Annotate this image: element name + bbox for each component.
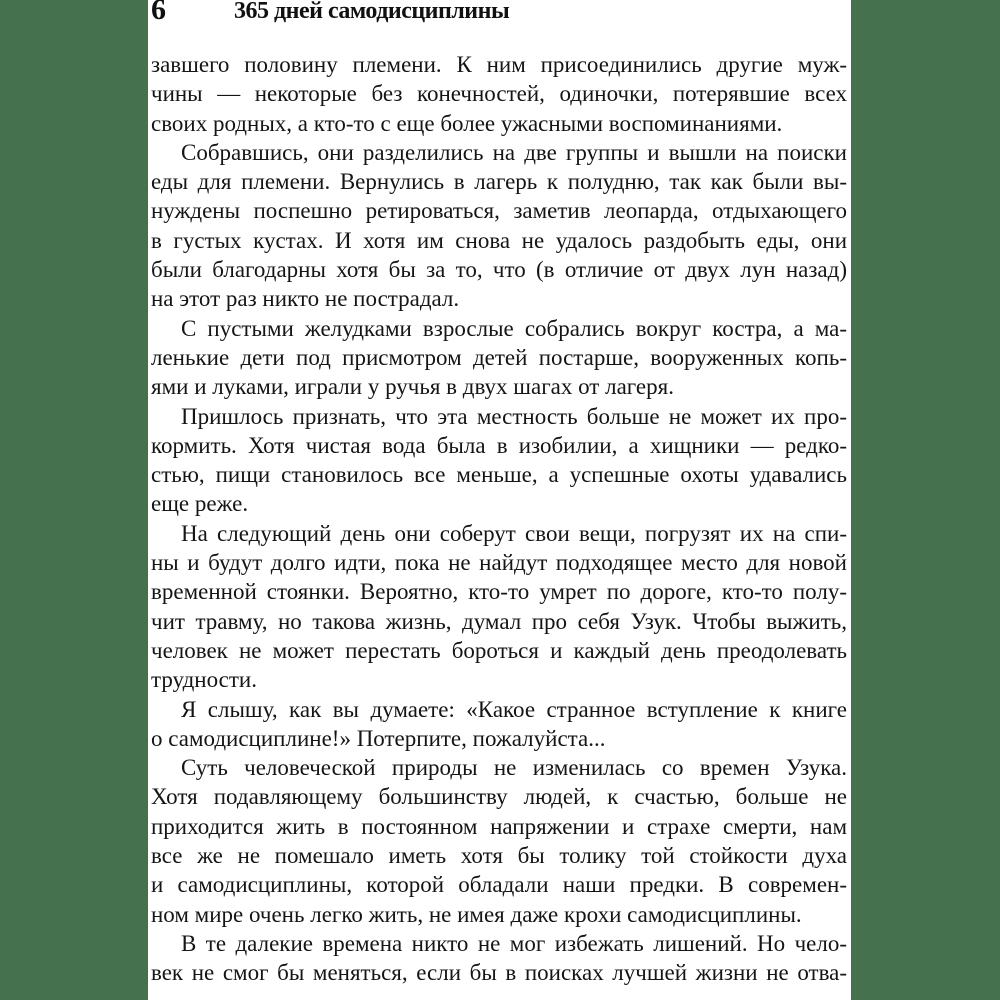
- text-line: приходится жить в постоянном напряжении и страхе смерти, нам: [151, 813, 847, 839]
- page-header: [148, 0, 851, 26]
- book-page: [148, 0, 851, 1000]
- text-line: Я слышу, как вы думаете: «Какое странное вступление к книге: [181, 696, 847, 722]
- text-line: чины — некоторые без конечностей, одиночки, потерявшие всех: [151, 81, 847, 107]
- text-line: еды для племени. Вернулись в лагерь к полудню, так как были вы-: [151, 169, 847, 195]
- text-line: Хотя подавляющему большинству людей, к счастью, больше не: [151, 784, 847, 810]
- text-line: Пришлось признать, что эта местность больше не может их про-: [181, 403, 847, 429]
- text-line: были благодарны хотя бы за то, что (в отличие от двух лун назад): [151, 257, 847, 283]
- page-number: 6: [151, 0, 166, 26]
- text-line: Суть человеческой природы не изменилась со времен Узука.: [181, 755, 847, 781]
- text-line: кормить. Хотя чистая вода была в изобилии, а хищники — редко-: [151, 432, 847, 458]
- text-line: ны и будут долго идти, пока не найдут подходящее место для новой: [151, 550, 847, 576]
- text-line: и самодисциплины, которой обладали наши предки. В современ-: [151, 872, 847, 898]
- text-line: в густых кустах. И хотя им снова не удалось раздобыть еды, они: [151, 227, 847, 253]
- text-line: ном мире очень легко жить, не имея даже крохи самодисциплины.: [151, 901, 802, 927]
- text-line: на этот раз никто не пострадал.: [151, 286, 460, 312]
- text-line: век не смог бы меняться, если бы в поисках лучшей жизни не отва-: [151, 960, 847, 986]
- text-line: завшего половину племени. К ним присоединились другие муж-: [151, 52, 847, 77]
- text-line: все же не помешало иметь хотя бы толику той стойкости духа: [151, 843, 847, 869]
- text-line: Собравшись, они разделились на две группы и вышли на поиски: [181, 139, 847, 165]
- text-line: временной стоянки. Вероятно, кто-то умрет по дороге, кто-то полу-: [151, 579, 847, 605]
- running-title: 365 дней самодисциплины: [234, 0, 510, 24]
- text-line: чит травму, но такова жизнь, думал про себя Узук. Чтобы выжить,: [151, 608, 847, 634]
- text-line: своих родных, а кто-то с еще более ужасными воспоминаниями.: [151, 110, 783, 136]
- text-line: В те далекие времена никто не мог избежать лишений. Но чело-: [181, 930, 847, 956]
- text-line: С пустыми желудками взрослые собрались вокруг костра, а ма-: [181, 315, 847, 341]
- body-text: [151, 50, 847, 988]
- text-line: ями и луками, играли у ручья в двух шагах от лагеря.: [151, 374, 674, 400]
- text-line: о самодисциплине!» Потерпите, пожалуйста...: [151, 725, 606, 751]
- text-line: трудности.: [151, 667, 257, 693]
- text-line: еще реже.: [151, 491, 249, 517]
- text-line: нуждены поспешно ретироваться, заметив леопарда, отдыхающего: [151, 198, 847, 224]
- text-line: стью, пищи становилось все меньше, а успешные охоты удавались: [151, 462, 847, 488]
- text-line: ленькие дети под присмотром детей постарше, вооруженных копь-: [151, 344, 847, 370]
- text-line: На следующий день они соберут свои вещи, погрузят их на спи-: [181, 520, 847, 546]
- text-line: человек не может перестать бороться и каждый день преодолевать: [151, 637, 847, 663]
